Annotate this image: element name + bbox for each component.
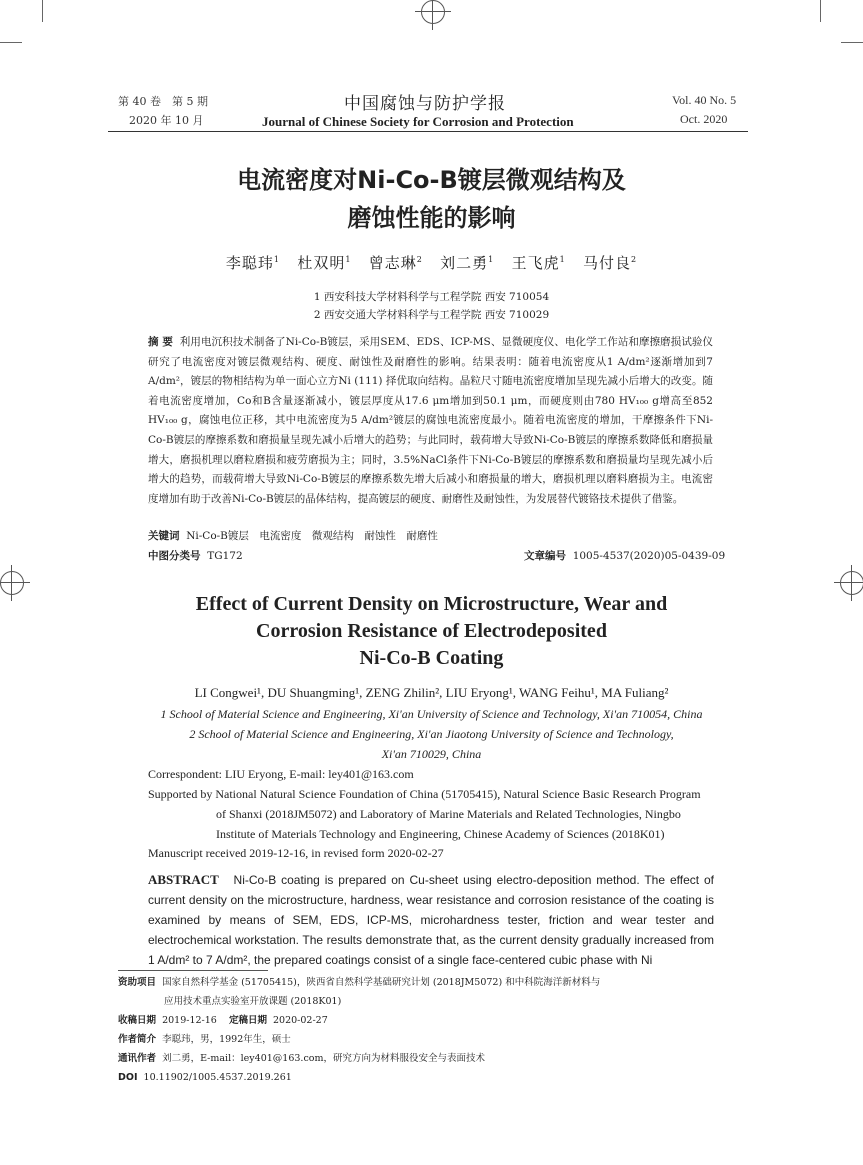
footnote-rule — [118, 970, 268, 971]
supported-by-line1: Supported by National Natural Science Foundation of China (51705415), Natural Science Basic Research Program — [148, 787, 701, 801]
author-cn-name: 马付良 — [583, 254, 632, 272]
abstract-cn — [148, 333, 713, 509]
funding-label: 资助项目 — [118, 977, 157, 988]
footnote-funding — [118, 973, 718, 992]
footnote-doi — [118, 1068, 718, 1087]
title-en-line1: Effect of Current Density on Microstructure, Wear and — [195, 593, 668, 615]
crop-mark-top-left — [42, 0, 43, 22]
abstract-en-text: Ni-Co-B coating is prepared on Cu-sheet using electro-deposition method. The effect of current density on the microstructure, hardness, wear resistance and corrosion resistance of the coating is examined by means of SEM, EDS, ICP-MS, microhardness tester, friction and wear tester and electrochemical workstation. The results demonstrate that, as the current density gradually increased from 1 A/dm² to 7 A/dm², the prepared coatings consist of a single face-centered cubic phase with Ni — [148, 873, 714, 967]
affiliation-en-1: 1 School of Material Science and Engineering, Xi'an University of Science and Technology, Xi'an 710054, China — [160, 707, 703, 721]
footnote-correspondent — [118, 1049, 718, 1068]
footnote-author — [118, 1030, 718, 1049]
article-number-label: 文章编号 — [524, 550, 566, 562]
received-value: 2019-12-16 — [162, 1015, 217, 1026]
author-cn-name: 王飞虎 — [511, 254, 560, 272]
affiliation-en-2: 2 School of Material Science and Engineering, Xi'an Jiaotong University of Science and Technology, — [189, 727, 674, 741]
correspondent-value: 刘二勇，E-mail：ley401@163.com，研究方向为材料服役安全与表面技术 — [162, 1053, 485, 1064]
journal-title-en: Journal of Chinese Society for Corrosion and Protection — [262, 114, 574, 129]
footnote-funding-cont: 应用技术重点实验室开放课题 (2018K01) — [164, 996, 342, 1007]
classification-label: 中图分类号 — [148, 550, 201, 562]
author-cn-name: 杜双明 — [297, 254, 346, 272]
abstract-en — [148, 870, 714, 970]
article-number — [524, 548, 725, 563]
author-info-value: 李聪玮，男，1992年生，硕士 — [162, 1034, 291, 1045]
author-info-label: 作者简介 — [118, 1034, 157, 1045]
title-cn-line1: 电流密度对Ni-Co-B镀层微观结构及 — [237, 166, 626, 194]
affiliation-cn-1: 1 西安科技大学材料科学与工程学院 西安 710054 — [313, 291, 550, 303]
keywords-cn — [148, 528, 438, 543]
article-number-value: 1005-4537(2020)05-0439-09 — [572, 550, 726, 562]
doi-label: DOI — [118, 1072, 138, 1083]
supported-by-line3: Institute of Materials Technology and Engineering, Chinese Academy of Sciences (2018K01) — [216, 827, 665, 841]
title-en-line3: Ni-Co-B Coating — [359, 647, 504, 669]
keywords-label: 关键词 — [148, 530, 180, 542]
date-en: Oct. 2020 — [680, 112, 728, 126]
author-cn-name: 曾志琳 — [368, 254, 417, 272]
header-rule — [108, 131, 748, 132]
authors-en: LI Congwei¹, DU Shuangming¹, ZENG Zhilin², LIU Eryong¹, WANG Feihu¹, MA Fuliang² — [194, 685, 669, 700]
footnote-dates — [118, 1011, 718, 1030]
abstract-cn-text: 利用电沉积技术制备了Ni-Co-B镀层，采用SEM、EDS、ICP-MS、显微硬度仪、电化学工作站和摩擦磨损试验仪研究了电流密度对镀层微观结构、硬度、耐蚀性及耐磨性的影响。结果表明：随着电流密度从1 A/dm²逐渐增加到7 A/dm²，镀层的物相结构为单一面心立方Ni (111) 择优取向结构。晶粒尺寸随电流密度增加呈现先减小后增大的改变。随着电流密度增加，Co和B含量逐渐减小，镀层厚度从17.6 μm增加到50.1 μm，而硬度则由780 HV₁₀₀ g增高至852 HV₁₀₀ g，腐蚀电位正移，其中电流密度为5 A/dm²镀层的腐蚀电流密度最小。随着电流密度的增加，干摩擦条件下Ni-Co-B镀层的摩擦系数和磨损量呈现先减小后增大的趋势；与此同时，载荷增大导致Ni-Co-B镀层的摩擦系数降低和磨损量增大，磨损机理以磨粒磨损和疲劳磨损为主；同时，3.5%NaCl条件下Ni-Co-B镀层的摩擦系数和磨损量均呈现先减小后增大的趋势，而载荷增大导致Ni-Co-B镀层的摩擦系数先增大后减小和磨损量的增大，磨损机理以磨料磨损为主。电流密度增加有助于改善Ni-Co-B镀层的晶体结构，提高镀层的硬度、耐磨性及耐蚀性，为发展替代镀铬技术提供了借鉴。 — [148, 336, 714, 505]
correspondent-en: Correspondent: LIU Eryong, E-mail: ley401@163.com — [148, 767, 414, 781]
author-cn-name: 刘二勇 — [440, 254, 489, 272]
journal-title-cn: 中国腐蚀与防护学报 — [344, 94, 506, 114]
abstract-cn-label: 摘 要 — [148, 336, 173, 348]
keywords-text: Ni-Co-B镀层 电流密度 微观结构 耐蚀性 耐磨性 — [186, 530, 438, 542]
received-label: 收稿日期 — [118, 1015, 157, 1026]
manuscript-received: Manuscript received 2019-12-16, in revised form 2020-02-27 — [148, 846, 444, 860]
abstract-en-label: ABSTRACT — [148, 872, 219, 887]
title-cn-line2: 磨蚀性能的影响 — [347, 204, 516, 232]
accepted-value: 2020-02-27 — [273, 1015, 328, 1026]
authors-cn: 李聪玮$^1$ 杜双明$^1$ 曾志琳$^2$ 刘二勇$^1$ 王飞虎$^1$ 马付良$^2$ — [225, 254, 638, 272]
volume-en: Vol. 40 No. 5 — [672, 93, 737, 107]
accepted-label: 定稿日期 — [228, 1015, 267, 1026]
affiliation-en-3: Xi'an 710029, China — [381, 747, 482, 761]
funding-text-1: 国家自然科学基金 (51705415)，陕西省自然科学基础研究计划 (2018JM5072) 和中科院海洋新材料与 — [162, 977, 601, 988]
date-cn: 2020 年 10 月 — [129, 114, 204, 127]
crop-mark-left-top — [0, 42, 22, 43]
crop-mark-right-top — [841, 42, 863, 43]
classification-number — [148, 548, 243, 563]
author-cn-name: 李聪玮 — [225, 254, 274, 272]
registration-mark-top — [421, 0, 445, 24]
volume-cn: 第 40 卷 第 5 期 — [118, 95, 208, 108]
doi-value: 10.11902/1005.4537.2019.261 — [143, 1072, 292, 1083]
crop-mark-top-right — [820, 0, 821, 22]
supported-by-line2: of Shanxi (2018JM5072) and Laboratory of Marine Materials and Related Technologies, Ningbo — [216, 807, 681, 821]
title-en-line2: Corrosion Resistance of Electrodeposited — [256, 620, 607, 642]
correspondent-label: 通讯作者 — [118, 1053, 157, 1064]
classification-value: TG172 — [207, 550, 243, 562]
affiliation-cn-2: 2 西安交通大学材料科学与工程学院 西安 710029 — [313, 309, 550, 321]
